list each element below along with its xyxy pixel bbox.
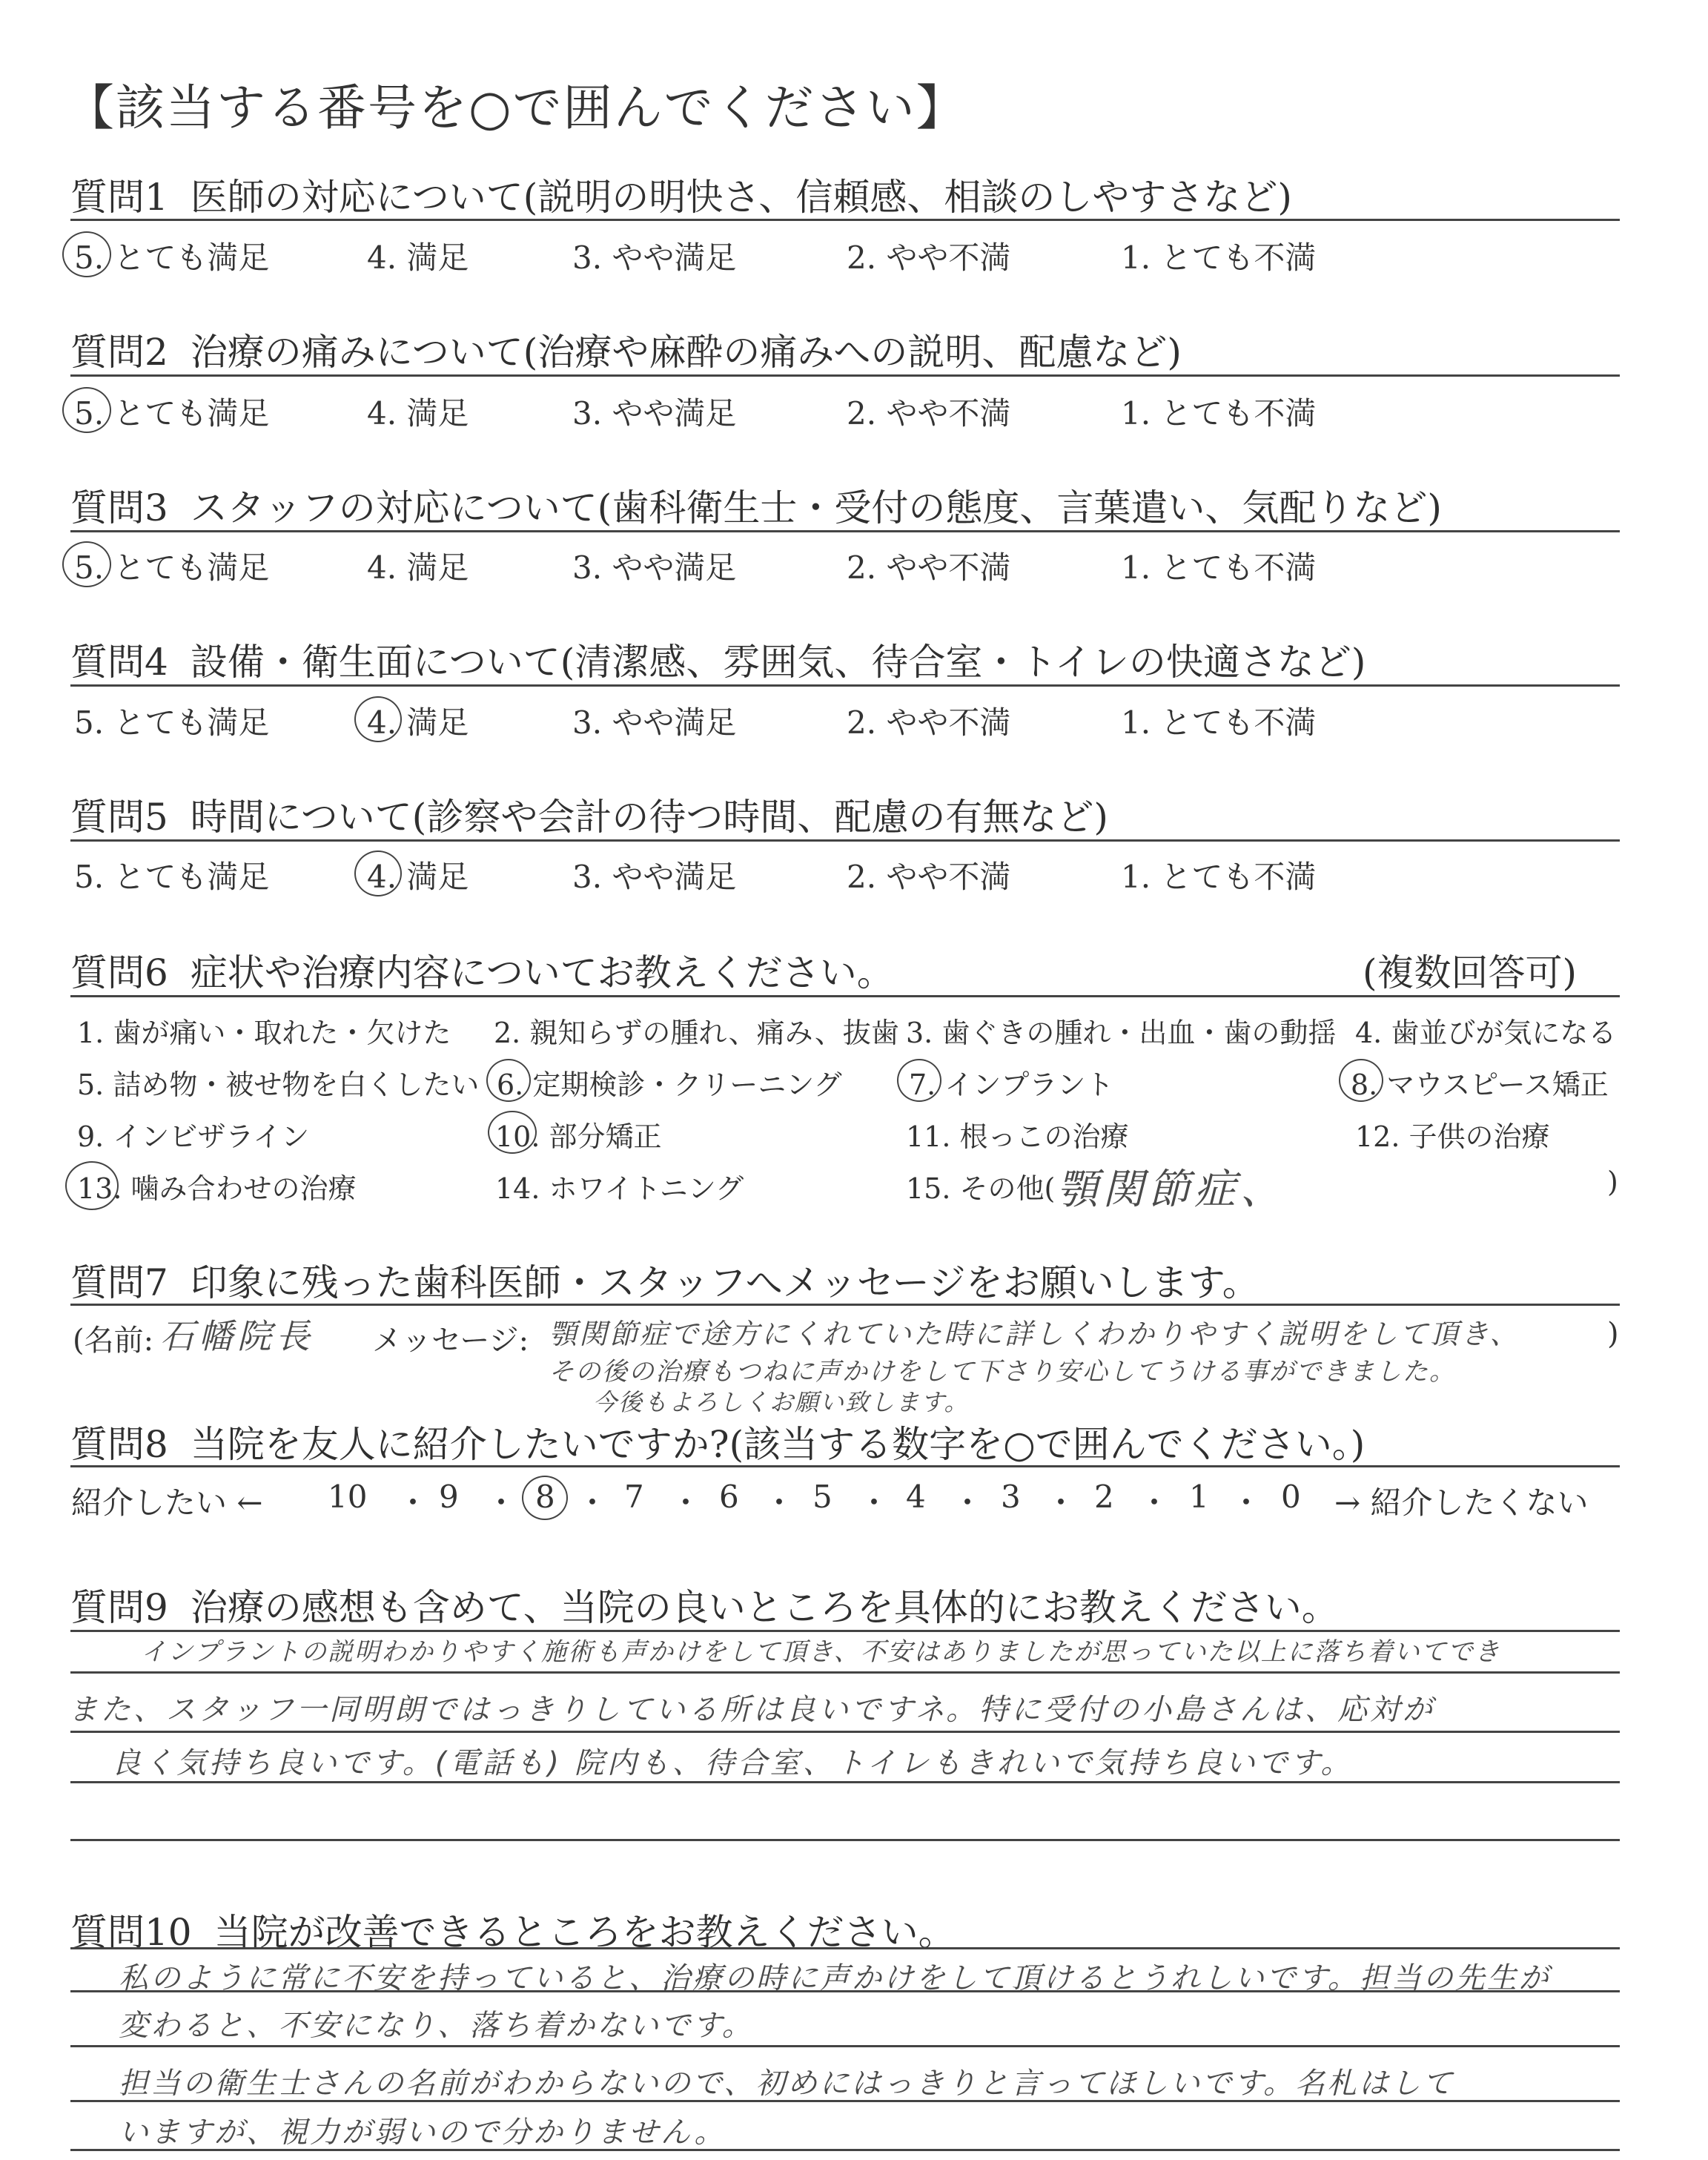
divider bbox=[70, 1947, 1620, 1949]
question-7-title bbox=[70, 1253, 1260, 1307]
q4-option-5[interactable]: 5. とても満足 bbox=[74, 704, 270, 741]
scale-dot: ・ bbox=[952, 1484, 984, 1521]
selection-circle bbox=[65, 1161, 119, 1210]
scale-dot: ・ bbox=[764, 1484, 795, 1521]
q1-option-5[interactable]: 5. とても満足 bbox=[74, 240, 270, 276]
q6-item-13[interactable]: 13. 噛み合わせの治療 bbox=[77, 1172, 357, 1205]
q6-item-3[interactable]: 3. 歯ぐきの腫れ・出血・歯の動揺 bbox=[906, 1017, 1337, 1049]
q2-option-5[interactable]: 5. とても満足 bbox=[74, 395, 270, 432]
selection-circle bbox=[486, 1059, 531, 1102]
selection-circle bbox=[62, 387, 111, 433]
q7-message-line-3: 今後もよろしくお願い致します。 bbox=[593, 1388, 970, 1416]
q10-answer-line-4: いますが、視力が弱いので分かりません。 bbox=[119, 2116, 726, 2150]
scale-dot: ・ bbox=[670, 1484, 702, 1521]
q3-option-1[interactable]: 1. とても不満 bbox=[1121, 549, 1317, 586]
question-text: 時間について(診察や会計の待つ時間、配慮の有無など) bbox=[190, 796, 1108, 839]
q1-option-3[interactable]: 3. やや満足 bbox=[572, 240, 737, 276]
q6-item-5[interactable]: 5. 詰め物・被せ物を白くしたい bbox=[77, 1069, 480, 1101]
question-number: 質問7 bbox=[70, 1261, 168, 1304]
q9-answer-line-3: 良く気持ち良いです。(電話も) 院内も、待合室、トイレもきれいで気持ち良いです。 bbox=[111, 1746, 1354, 1780]
q5-option-3[interactable]: 3. やや満足 bbox=[572, 859, 737, 895]
q2-option-1[interactable]: 1. とても不満 bbox=[1121, 395, 1317, 432]
q7-close-paren: ) bbox=[1607, 1317, 1619, 1351]
divider bbox=[70, 1304, 1620, 1306]
divider bbox=[70, 995, 1620, 997]
divider bbox=[70, 530, 1620, 532]
question-5-title bbox=[70, 787, 1108, 841]
scale-value-10[interactable]: 10 bbox=[328, 1479, 368, 1515]
divider bbox=[70, 839, 1620, 842]
scale-value-5[interactable]: 5 bbox=[812, 1479, 833, 1515]
q2-option-2[interactable]: 2. やや不満 bbox=[847, 395, 1011, 432]
scale-value-4[interactable]: 4 bbox=[906, 1479, 926, 1515]
scale-value-8[interactable]: 8 bbox=[535, 1479, 555, 1515]
question-text: 設備・衛生面について(清潔感、雰囲気、待合室・トイレの快適さなど) bbox=[190, 641, 1366, 684]
question-4-title bbox=[70, 633, 1366, 686]
q10-answer-line-3: 担当の衛生士さんの名前がわからないので、初めにはっきりと言ってほしいです。名札はして bbox=[119, 2067, 1454, 2101]
q7-message-line-1: 顎関節症で途方にくれていた時に詳しくわかりやすく説明をして頂き、 bbox=[549, 1318, 1520, 1350]
selection-circle bbox=[354, 851, 402, 896]
q9-answer-line-1: インプラントの説明わかりやすく施術も声かけをして頂き、不安はありましたが思っていた以上に落ち着いてでき bbox=[141, 1637, 1501, 1667]
divider bbox=[70, 1839, 1620, 1841]
scale-dot: ・ bbox=[1231, 1484, 1262, 1521]
q6-item-15[interactable]: 15. その他( bbox=[906, 1172, 1056, 1205]
question-number: 質問9 bbox=[70, 1586, 168, 1629]
divider bbox=[70, 219, 1620, 221]
q4-option-1[interactable]: 1. とても不満 bbox=[1121, 704, 1317, 741]
question-number: 質問6 bbox=[70, 951, 168, 994]
divider bbox=[70, 1465, 1620, 1467]
form-header: 【該当する番号を○で囲んでください】 bbox=[65, 79, 967, 136]
q6-item-10[interactable]: 10. 部分矯正 bbox=[495, 1120, 662, 1153]
q4-option-3[interactable]: 3. やや満足 bbox=[572, 704, 737, 741]
question-number: 質問1 bbox=[70, 176, 168, 219]
q6-item-4[interactable]: 4. 歯並びが気になる bbox=[1355, 1017, 1617, 1049]
divider bbox=[70, 1781, 1620, 1783]
q6-item-12[interactable]: 12. 子供の治療 bbox=[1355, 1120, 1550, 1153]
q7-message-line-2: その後の治療もつねに声かけをして下さり安心してうける事ができました。 bbox=[549, 1357, 1456, 1387]
question-8-title bbox=[70, 1415, 1365, 1468]
question-9-title bbox=[70, 1578, 1339, 1631]
question-text: 医師の対応について(説明の明快さ、信頼感、相談のしやすさなど) bbox=[190, 176, 1292, 219]
divider bbox=[70, 374, 1620, 377]
q3-option-4[interactable]: 4. 満足 bbox=[367, 549, 469, 586]
scale-value-0[interactable]: 0 bbox=[1281, 1479, 1301, 1515]
q5-option-4[interactable]: 4. 満足 bbox=[367, 859, 469, 895]
selection-circle bbox=[62, 541, 111, 587]
scale-right-label: → 紹介したくない bbox=[1334, 1484, 1589, 1521]
q3-option-3[interactable]: 3. やや満足 bbox=[572, 549, 737, 586]
divider bbox=[70, 684, 1620, 687]
q7-name-value: 石幡院長 bbox=[160, 1316, 314, 1356]
multiple-answer-note: (複数回答可) bbox=[1363, 951, 1578, 994]
q7-name-label: (名前: bbox=[73, 1324, 154, 1358]
q6-close-paren: ) bbox=[1607, 1166, 1618, 1198]
scale-dot: ・ bbox=[486, 1484, 517, 1521]
scale-value-9[interactable]: 9 bbox=[439, 1479, 459, 1515]
question-number: 質問8 bbox=[70, 1423, 168, 1466]
q2-option-3[interactable]: 3. やや満足 bbox=[572, 395, 737, 432]
q1-option-4[interactable]: 4. 満足 bbox=[367, 240, 469, 276]
question-text: スタッフの対応について(歯科衛生士・受付の態度、言葉遣い、気配りなど) bbox=[190, 486, 1442, 529]
q6-item-7[interactable]: 7. インプラント bbox=[909, 1069, 1114, 1101]
q6-item-1[interactable]: 1. 歯が痛い・取れた・欠けた bbox=[77, 1017, 451, 1049]
question-3-title bbox=[70, 478, 1442, 532]
q3-option-2[interactable]: 2. やや不満 bbox=[847, 549, 1011, 586]
q5-option-2[interactable]: 2. やや不満 bbox=[847, 859, 1011, 895]
question-number: 質問3 bbox=[70, 486, 168, 529]
q5-option-1[interactable]: 1. とても不満 bbox=[1121, 859, 1317, 895]
question-6-title bbox=[70, 943, 894, 997]
q4-option-2[interactable]: 2. やや不満 bbox=[847, 704, 1011, 741]
divider bbox=[70, 1731, 1620, 1733]
q6-item-9[interactable]: 9. インビザライン bbox=[77, 1120, 310, 1153]
question-number: 質問4 bbox=[70, 641, 168, 684]
selection-circle bbox=[62, 231, 111, 277]
scale-dot: ・ bbox=[858, 1484, 890, 1521]
q6-item-2[interactable]: 2. 親知らずの腫れ、痛み、抜歯 bbox=[494, 1017, 899, 1049]
question-1-title bbox=[70, 168, 1292, 221]
scale-dot: ・ bbox=[397, 1484, 429, 1521]
divider bbox=[70, 2149, 1620, 2151]
q6-item-6[interactable]: 6. 定期検診・クリーニング bbox=[497, 1069, 842, 1101]
q9-answer-line-2: また、スタッフ一同明朗ではっきりしている所は良いですネ。特に受付の小島さんは、応対が bbox=[68, 1693, 1435, 1727]
question-number: 質問10 bbox=[70, 1911, 192, 1954]
scale-value-1[interactable]: 1 bbox=[1189, 1479, 1209, 1515]
question-text: 治療の痛みについて(治療や麻酔の痛みへの説明、配慮など) bbox=[190, 331, 1182, 374]
q1-option-1[interactable]: 1. とても不満 bbox=[1121, 240, 1317, 276]
q10-answer-line-1: 私のように常に不安を持っていると、治療の時に声かけをして頂けるとうれしいです。担当の先生が bbox=[119, 1961, 1551, 1995]
question-2-title bbox=[70, 323, 1182, 376]
q5-option-5[interactable]: 5. とても満足 bbox=[74, 859, 270, 895]
scale-value-7[interactable]: 7 bbox=[624, 1479, 644, 1515]
scale-dot: ・ bbox=[1045, 1484, 1077, 1521]
question-number: 質問2 bbox=[70, 331, 168, 374]
question-text: 当院を友人に紹介したいですか?(該当する数字を○で囲んでください。) bbox=[190, 1423, 1366, 1466]
q6-item-8[interactable]: 8. マウスピース矯正 bbox=[1351, 1069, 1609, 1101]
q2-option-4[interactable]: 4. 満足 bbox=[367, 395, 469, 432]
scale-dot: ・ bbox=[577, 1484, 609, 1521]
question-text: 当院が改善できるところをお教えください。 bbox=[214, 1911, 956, 1954]
q4-option-4[interactable]: 4. 満足 bbox=[367, 704, 469, 741]
scale-value-3[interactable]: 3 bbox=[1001, 1479, 1021, 1515]
question-text: 治療の感想も含めて、当院の良いところを具体的にお教えください。 bbox=[190, 1586, 1339, 1629]
selection-circle bbox=[488, 1111, 537, 1154]
q6-item-14[interactable]: 14. ホワイトニング bbox=[495, 1172, 744, 1205]
scale-value-2[interactable]: 2 bbox=[1094, 1479, 1114, 1515]
q6-item-11[interactable]: 11. 根っこの治療 bbox=[906, 1120, 1129, 1153]
selection-circle bbox=[1339, 1059, 1383, 1102]
selection-circle bbox=[354, 696, 402, 742]
q6-other-answer: 顎関節症、 bbox=[1056, 1166, 1286, 1214]
selection-circle bbox=[522, 1476, 568, 1520]
question-text: 印象に残った歯科医師・スタッフへメッセージをお願いします。 bbox=[190, 1261, 1260, 1304]
divider bbox=[70, 2045, 1620, 2047]
scale-left-label: 紹介したい ← bbox=[71, 1484, 263, 1521]
q7-message-label: メッセージ: bbox=[372, 1324, 529, 1358]
q10-answer-line-2: 変わると、不安になり、落ち着かないです。 bbox=[119, 2009, 754, 2043]
question-number: 質問5 bbox=[70, 796, 168, 839]
divider bbox=[70, 1990, 1620, 1992]
question-text: 症状や治療内容についてお教えください。 bbox=[190, 951, 894, 994]
divider bbox=[70, 2100, 1620, 2102]
q3-option-5[interactable]: 5. とても満足 bbox=[74, 549, 270, 586]
scale-dot: ・ bbox=[1139, 1484, 1171, 1521]
divider bbox=[70, 1671, 1620, 1674]
q1-option-2[interactable]: 2. やや不満 bbox=[847, 240, 1011, 276]
selection-circle bbox=[897, 1059, 941, 1102]
scale-value-6[interactable]: 6 bbox=[719, 1479, 739, 1515]
